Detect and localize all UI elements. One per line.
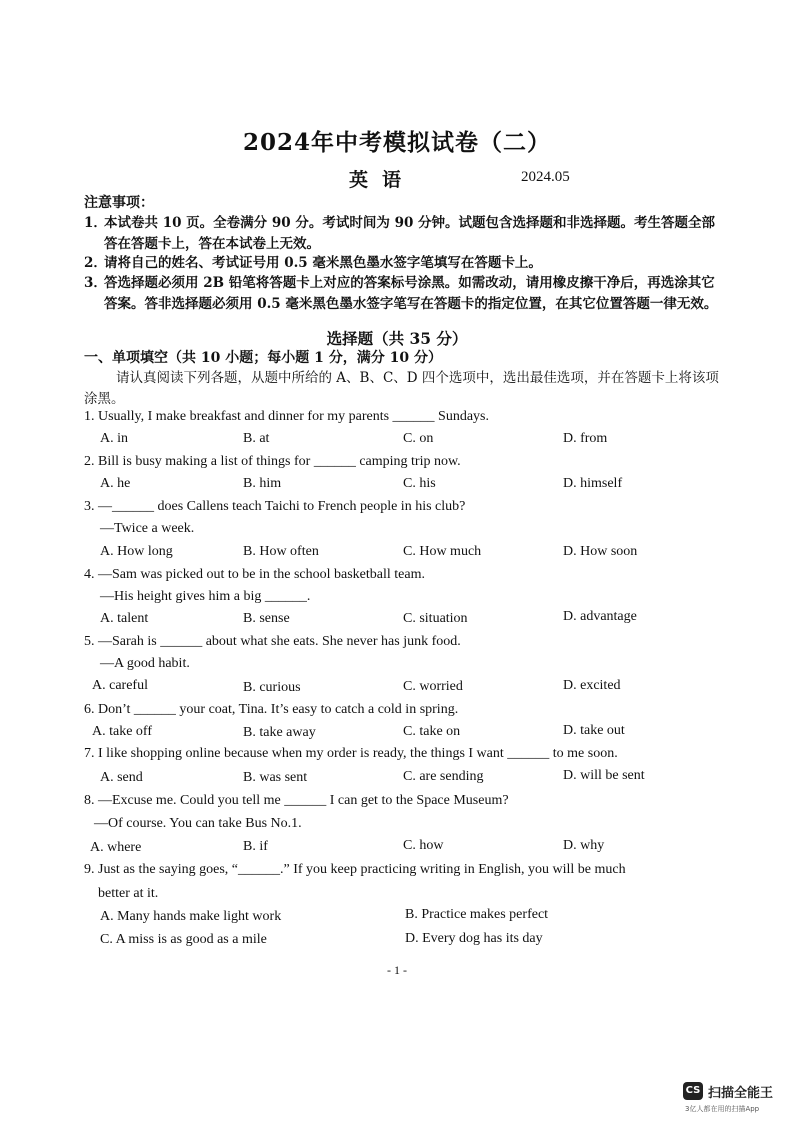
option-c: C. how (403, 838, 444, 853)
option-d: D. will be sent (563, 768, 645, 783)
question-stem: 8. —Excuse me. Could you tell me ______ I can get to the Space Museum? (84, 793, 509, 808)
note-number: 1． (84, 215, 107, 231)
question-stem: 6. Don’t ______ your coat, Tina. It’s easy to catch a cold in spring. (84, 702, 459, 717)
option-a: A. take off (92, 724, 152, 739)
option-b: B. at (243, 431, 270, 446)
option-c: C. on (403, 431, 434, 446)
option-c: C. are sending (403, 769, 484, 784)
option-d: D. himself (563, 476, 623, 491)
watermark-name: 扫描全能王 (708, 1086, 774, 1101)
note-number: 3． (84, 275, 107, 291)
option-b: B. Practice makes perfect (405, 907, 549, 922)
subject-label: 英语 (349, 169, 416, 191)
option-d: D. How soon (563, 544, 638, 559)
note-text: 答选择题必须用 2B 铅笔将答题卡上对应的答案标号涂黑。如需改动，请用橡皮擦干净后，再选涂其它答案。答非选择题必须用 0.5 毫米黑色墨水签字笔写在答题卡的指定位置，在其它位置答题一律无效。 (104, 275, 718, 312)
option-b: B. was sent (243, 770, 308, 785)
option-d: D. advantage (563, 609, 637, 624)
option-a: A. where (90, 840, 142, 855)
exam-title: 2024年中考模拟试卷（二） (242, 129, 551, 156)
question-stem: 3. —______ does Callens teach Taichi to French people in his club? (84, 499, 466, 514)
option-a: A. he (100, 476, 131, 491)
option-c: C. situation (403, 611, 468, 626)
option-a: A. careful (92, 678, 148, 693)
question-reply: —Of course. You can take Bus No.1. (94, 816, 302, 831)
question-stem: 9. Just as the saying goes, “______.” If you keep practicing writing in English, you will be much (84, 862, 626, 877)
option-d: D. take out (563, 723, 625, 738)
option-b: B. him (243, 476, 282, 491)
option-a: A. talent (100, 611, 149, 626)
part-heading: 一、单项填空（共 10 小题；每小题 1 分，满分 10 分） (84, 350, 442, 366)
note-text: 本试卷共 10 页。全卷满分 90 分。考试时间为 90 分钟。试题包含选择题和非选择题。考生答题全部答在答题卡上，答在本试卷上无效。 (104, 215, 716, 252)
option-b: B. if (243, 839, 268, 854)
watermark-subtitle: 3亿人都在用的扫描App (685, 1105, 760, 1113)
question-stem: 2. Bill is busy making a list of things for ______ camping trip now. (84, 454, 461, 469)
question-reply: —Twice a week. (100, 521, 195, 536)
option-c: C. How much (403, 544, 482, 559)
note-item (84, 253, 726, 274)
option-a: A. How long (100, 544, 173, 559)
notes-title: 注意事项： (84, 195, 154, 211)
section-heading: 选择题（共 35 分） (326, 329, 468, 348)
option-b: B. curious (243, 680, 301, 695)
note-item (84, 273, 726, 314)
option-c: C. worried (403, 679, 463, 694)
option-d: D. from (563, 431, 608, 446)
option-a: A. send (100, 770, 143, 785)
option-d: D. why (563, 838, 605, 853)
camscanner-logo-icon: CS (683, 1082, 703, 1100)
option-b: B. How often (243, 544, 319, 559)
question-reply: —A good habit. (100, 656, 190, 671)
option-d: D. Every dog has its day (405, 931, 543, 946)
option-b: B. sense (243, 611, 290, 626)
option-d: D. excited (563, 678, 621, 693)
option-a: A. Many hands make light work (100, 909, 282, 924)
question-stem: 7. I like shopping online because when my order is ready, the things I want ______ to me soon. (84, 746, 618, 761)
option-c: C. take on (403, 724, 461, 739)
instruction-text: 请认真阅读下列各题，从题中所给的 A、B、C、D 四个选项中，选出最佳选项，并在答题卡上将该项涂黑。 (84, 370, 719, 407)
scanner-watermark (683, 1082, 787, 1116)
question-stem: 5. —Sarah is ______ about what she eats. She never has junk food. (84, 634, 461, 649)
exam-date: 2024.05 (521, 169, 570, 185)
question-stem: 1. Usually, I make breakfast and dinner for my parents ______ Sundays. (84, 409, 489, 424)
note-number: 2． (84, 255, 107, 271)
option-c: C. his (403, 476, 436, 491)
option-a: A. in (100, 431, 128, 446)
page-number: - 1 - (387, 963, 407, 977)
question-reply: —His height gives him a big ______. (100, 589, 311, 604)
question-stem-continued: better at it. (98, 886, 159, 901)
option-b: B. take away (243, 725, 316, 740)
question-stem: 4. —Sam was picked out to be in the school basketball team. (84, 567, 425, 582)
note-item (84, 213, 726, 254)
option-c: C. A miss is as good as a mile (100, 932, 267, 947)
note-text: 请将自己的姓名、考试证号用 0.5 毫米黑色墨水签字笔填写在答题卡上。 (104, 255, 542, 271)
